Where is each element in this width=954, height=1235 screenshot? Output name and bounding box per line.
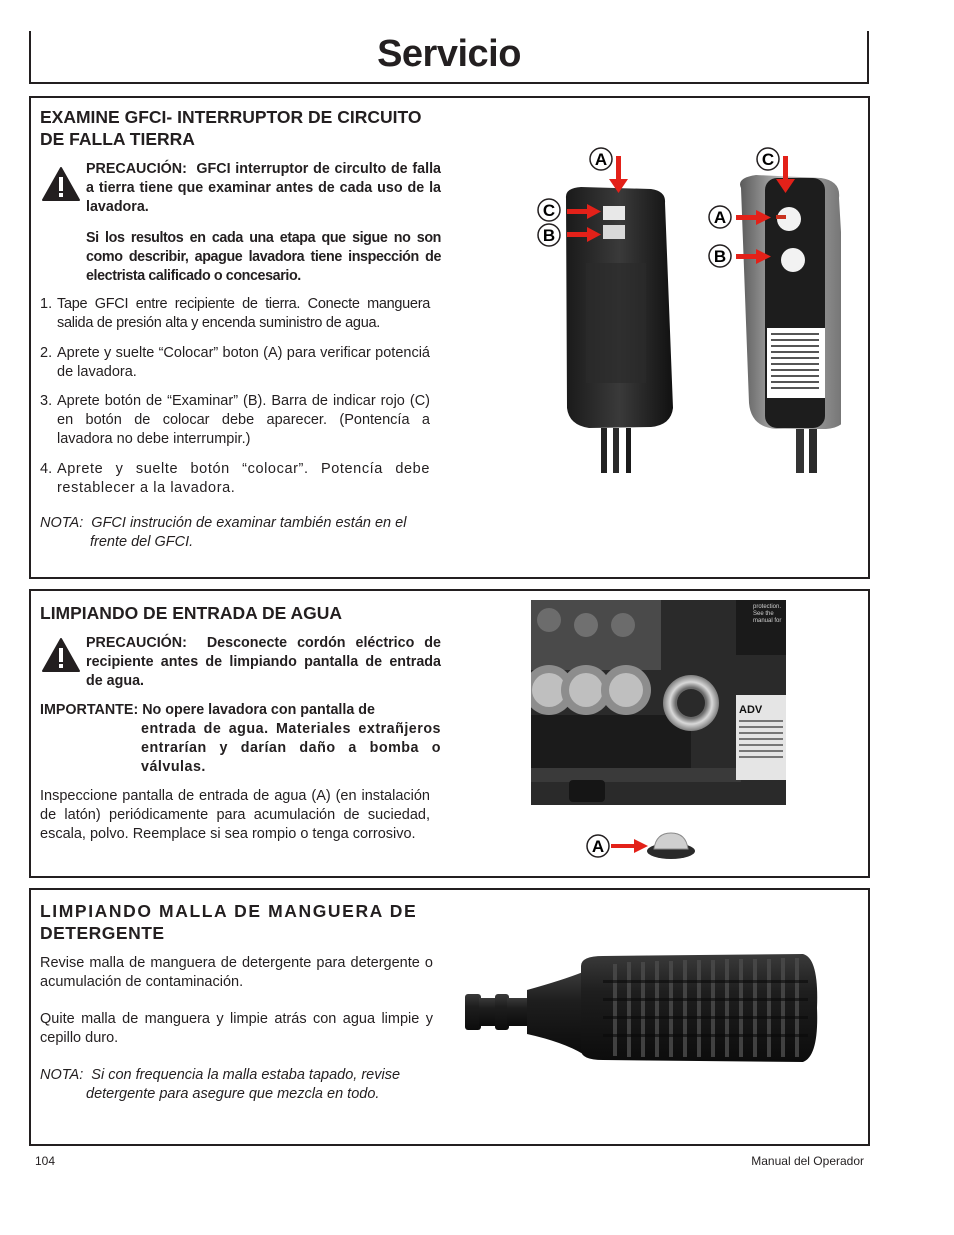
- detergent-note: [40, 1066, 450, 1104]
- step-text: Aprete botón de “Examinar” (B). Barra de indicar rojo (C) en botón de colocar debe aparecer. (Pontencía a lavadora no debe interrumpir.): [57, 393, 430, 447]
- detergent-p1: Revise malla de manguera de detergente para detergente o acumulación de contaminación.: [40, 955, 433, 990]
- callout-letter: A: [713, 208, 727, 227]
- page-title: Servicio: [377, 33, 521, 75]
- gfci-caution: [86, 160, 441, 217]
- note-label: NOTA:: [40, 515, 84, 531]
- gfci-title-line2: DE FALLA TIERRA: [40, 129, 195, 149]
- important-text-2: entrada de agua. Materiales extrañjeros entrarían y darían daño a bomba o válvulas.: [141, 721, 441, 775]
- detergent-title-line1: LIMPIANDO MALLA DE MANGUERA DE: [40, 901, 418, 921]
- important-label: IMPORTANTE:: [40, 702, 139, 718]
- photo-label: See the: [753, 611, 774, 617]
- water-body: Inspeccione pantalla de entrada de agua (A) (en instalación de latón) periódicamente para acumulación de suciedad, escala, polvo. Reemplace si sea rompio o tenga corrosivo.: [40, 788, 430, 842]
- gfci-step-3: [40, 392, 430, 449]
- note-text: GFCI instrución de examinar también están en el: [91, 515, 407, 531]
- callout-c-right: [757, 148, 779, 170]
- important-text: No opere lavadora con pantalla de: [142, 702, 375, 718]
- callout-a-right: [709, 206, 731, 228]
- water-important: [40, 701, 441, 777]
- section-gfci: [29, 96, 870, 579]
- callout-a-left: [590, 148, 612, 170]
- callout-letter: C: [761, 150, 775, 169]
- photo-label: protection.: [753, 604, 782, 610]
- callout-letter: B: [542, 226, 556, 245]
- page-number: 104: [35, 1154, 56, 1168]
- manual-name: Manual del Operador: [751, 1154, 864, 1168]
- step-text: Aprete y suelte botón “colocar”. Potencía debe restablecer a la lavadora.: [57, 461, 430, 496]
- note-text-2: detergente para asegure que mezcla en todo.: [86, 1086, 380, 1102]
- callout-letter: B: [713, 247, 727, 266]
- callout-b-left: [538, 224, 560, 246]
- step-text: Aprete y suelte “Colocar” boton (A) para verificar potenciá de lavadora.: [57, 345, 430, 380]
- step-number: 1.: [40, 296, 53, 312]
- detergent-title-line2: DETERGENTE: [40, 923, 165, 943]
- detergent-filter-photo: [463, 950, 823, 1065]
- callout-letter: A: [591, 837, 605, 856]
- callout-c-left: [538, 199, 560, 221]
- caution-text: GFCI interruptor de circulto de falla a tierra tiene que examinar antes de cada uso de la lavadora.: [86, 161, 441, 215]
- callout-b-right: [709, 245, 731, 267]
- gfci-title-line1: EXAMINE GFCI- INTERRUPTOR DE CIRCUITO: [40, 107, 422, 127]
- note-text-2: frente del GFCI.: [90, 534, 194, 550]
- callout-letter: A: [594, 150, 608, 169]
- step-number: 4.: [40, 461, 53, 477]
- gfci-step-1: [40, 295, 430, 333]
- step-text: Tape GFCI entre recipiente de tierra. Conecte manguera salida de presión alta y encenda suministro de agua.: [57, 296, 430, 331]
- water-title: LIMPIANDO DE ENTRADA DE AGUA: [40, 603, 343, 623]
- gfci-note: [40, 514, 450, 552]
- inlet-screen-callout: [576, 827, 706, 867]
- photo-label: manual for: [753, 618, 782, 624]
- detergent-p2: Quite malla de manguera y limpie atrás con agua limpie y cepillo duro.: [40, 1011, 433, 1046]
- step-number: 3.: [40, 393, 53, 409]
- detergent-title: [40, 900, 417, 944]
- caution-text: Desconecte cordón eléctrico de recipiente antes de limpiando pantalla de entrada de agua.: [86, 635, 441, 689]
- pump-photo: [531, 600, 786, 805]
- warning-icon: [41, 166, 81, 202]
- gfci-step-4: [40, 460, 430, 498]
- note-label: NOTA:: [40, 1067, 84, 1083]
- callout-letter: C: [542, 201, 556, 220]
- water-caution: [86, 634, 441, 691]
- gfci-caution-2: Si los resultos en cada una etapa que sigue no son como describir, apague lavadora tiene inspección de electrista calificado o concesario.: [86, 230, 441, 284]
- caution-label: PRECAUCIÓN:: [86, 161, 187, 177]
- photo-label: ADV: [739, 704, 763, 716]
- note-text: Si con frequencia la malla estaba tapado, revise: [91, 1067, 401, 1083]
- title-tick-left: [29, 31, 31, 37]
- warning-icon: [41, 637, 81, 673]
- gfci-title: [40, 106, 421, 150]
- section-detergent: [29, 888, 870, 1146]
- gfci-step-2: [40, 344, 430, 382]
- gfci-photo: [501, 143, 841, 473]
- section-water-inlet: [29, 589, 870, 878]
- caution-label: PRECAUCIÓN:: [86, 635, 187, 651]
- page-title-box: [29, 31, 869, 84]
- step-number: 2.: [40, 345, 53, 361]
